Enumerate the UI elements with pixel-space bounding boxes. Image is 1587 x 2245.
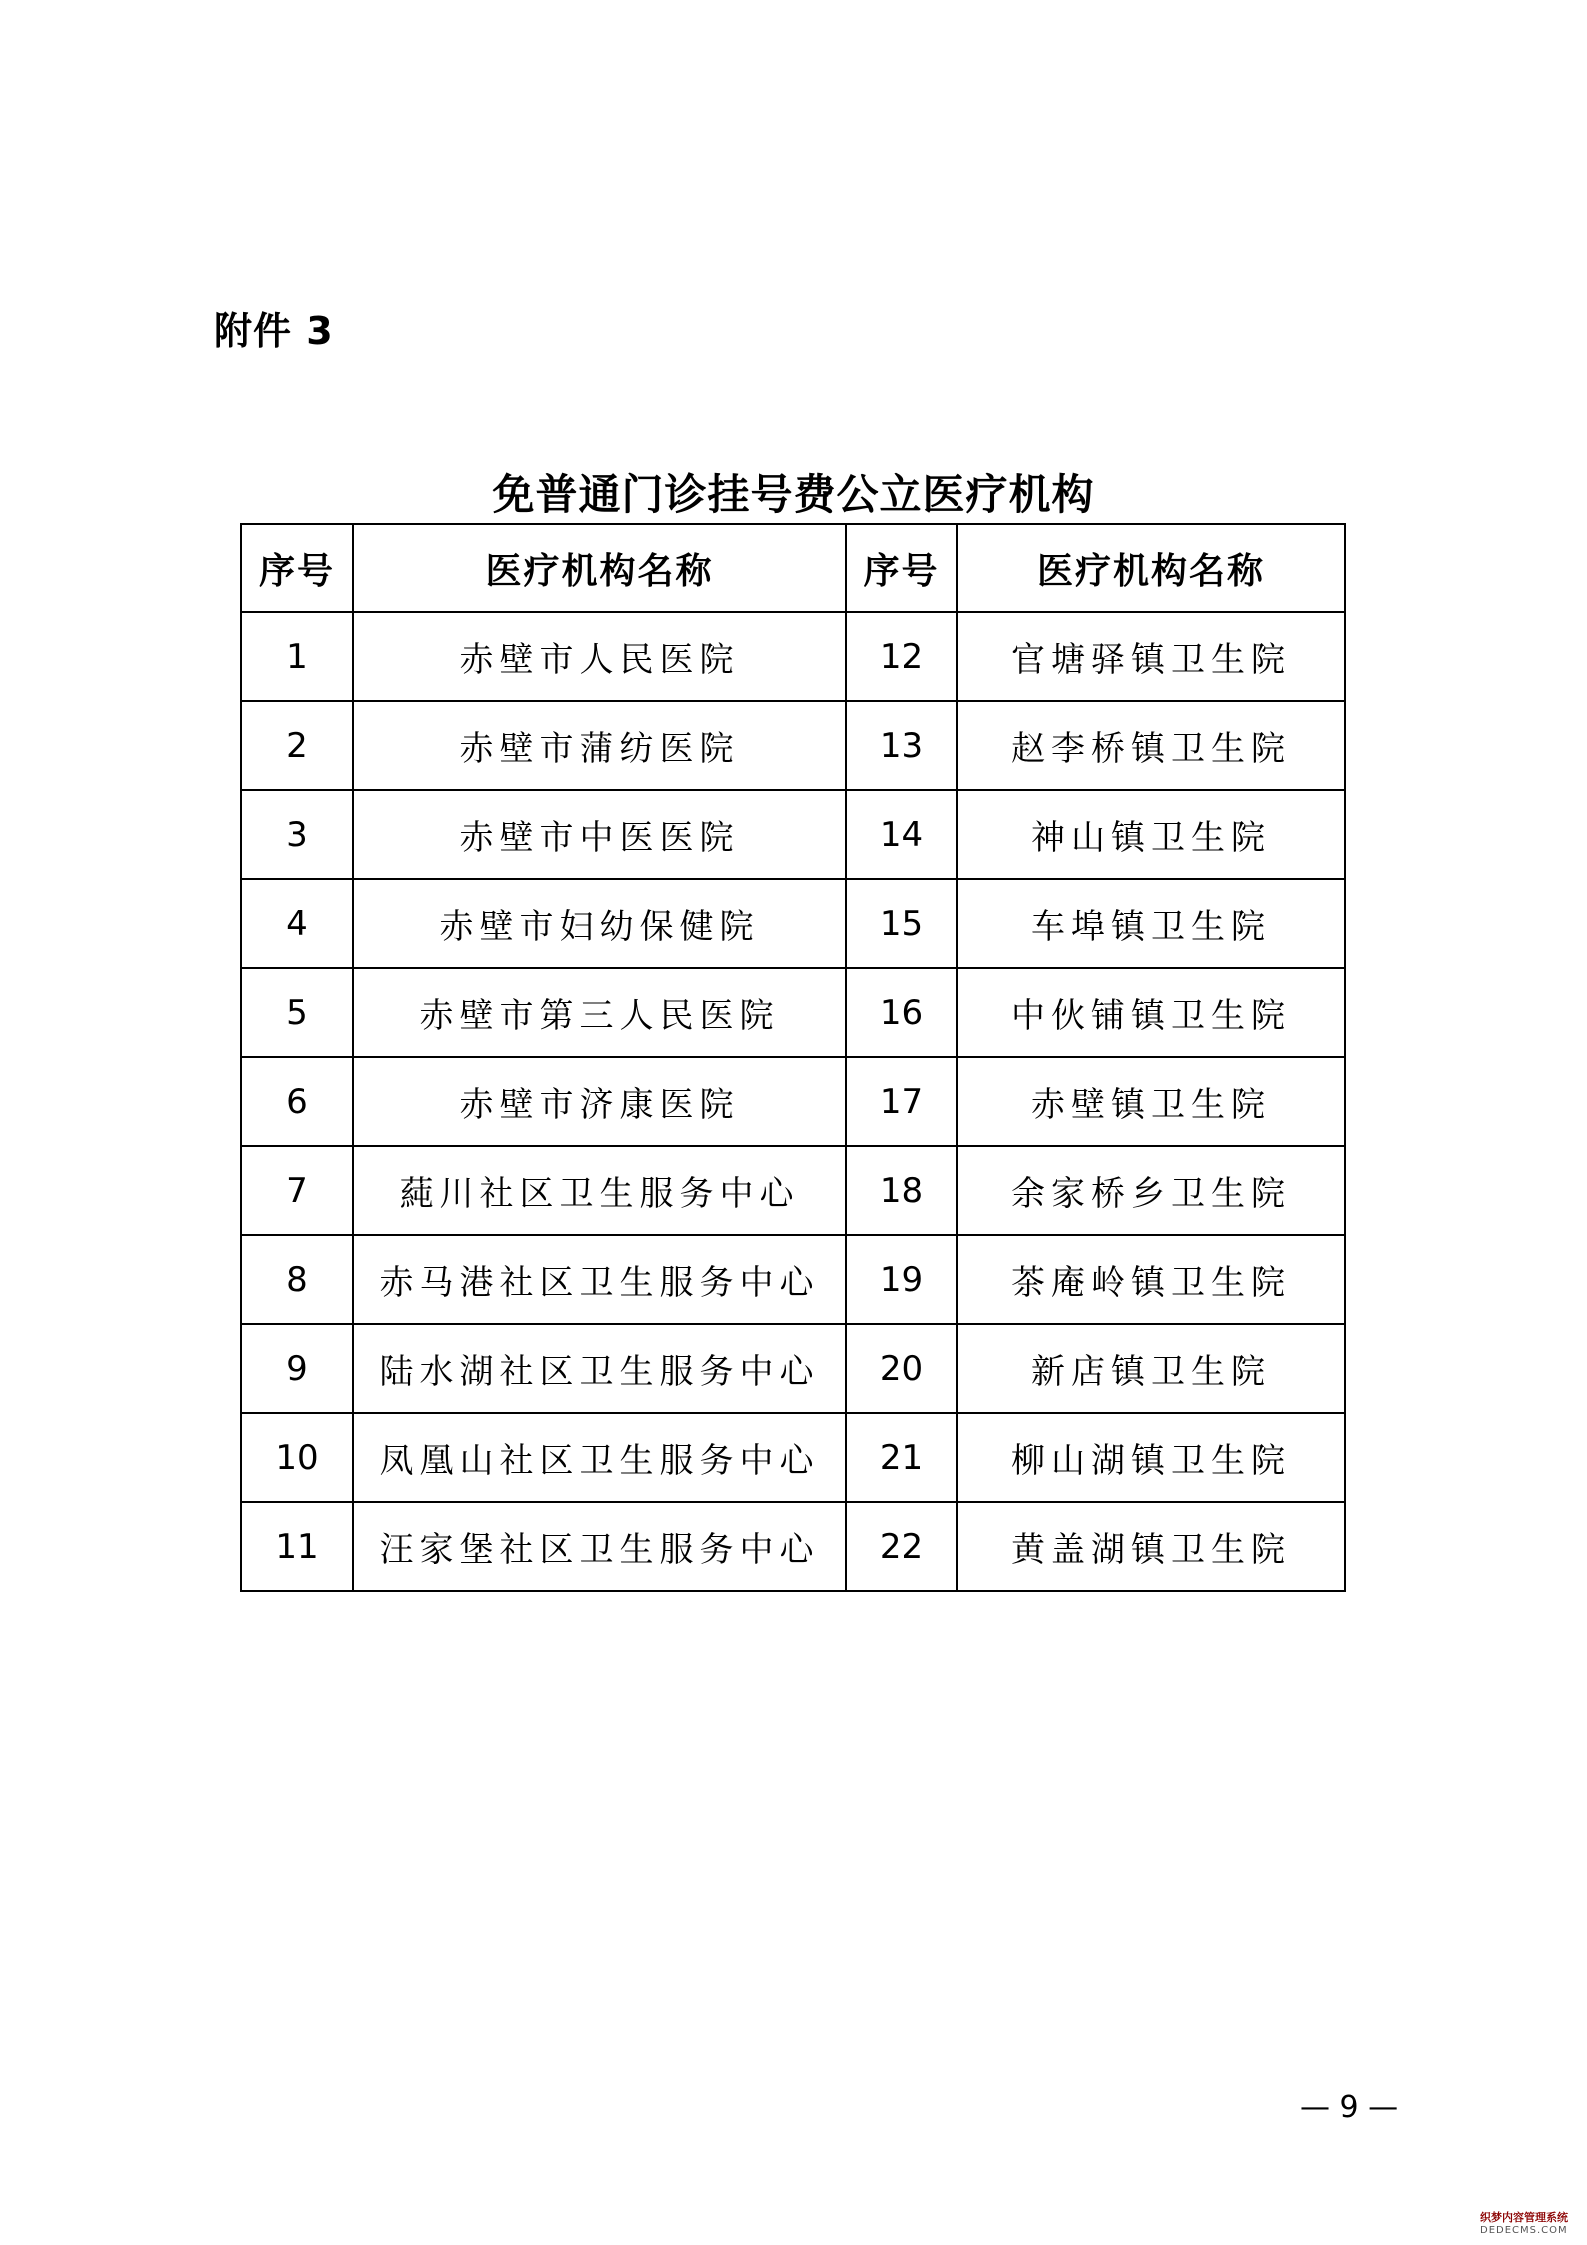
serial-left: 3 [241, 790, 353, 879]
serial-right: 21 [846, 1413, 957, 1502]
serial-left: 2 [241, 701, 353, 790]
institution-name-left: 凤凰山社区卫生服务中心 [353, 1413, 846, 1502]
institution-name-left: 赤壁市蒲纺医院 [353, 701, 846, 790]
institution-name-left: 汪家堡社区卫生服务中心 [353, 1502, 846, 1591]
table-row [241, 1413, 1345, 1502]
header-name-left: 医疗机构名称 [353, 524, 846, 612]
institution-name-right: 车埠镇卫生院 [957, 879, 1345, 968]
institution-name-right: 余家桥乡卫生院 [957, 1146, 1345, 1235]
institutions-table [240, 523, 1346, 1592]
serial-right: 12 [846, 612, 957, 701]
watermark-logo [1480, 2212, 1582, 2242]
serial-left: 6 [241, 1057, 353, 1146]
serial-right: 17 [846, 1057, 957, 1146]
institution-name-left: 赤壁市济康医院 [353, 1057, 846, 1146]
document-title: 免普通门诊挂号费公立医疗机构 [492, 470, 1095, 519]
institution-name-right: 赤壁镇卫生院 [957, 1057, 1345, 1146]
serial-left: 11 [241, 1502, 353, 1591]
institution-name-right: 柳山湖镇卫生院 [957, 1413, 1345, 1502]
header-serial-right: 序号 [846, 524, 957, 612]
serial-left: 4 [241, 879, 353, 968]
institution-name-right: 官塘驿镇卫生院 [957, 612, 1345, 701]
table-row [241, 790, 1345, 879]
institution-name-right: 茶庵岭镇卫生院 [957, 1235, 1345, 1324]
serial-left: 5 [241, 968, 353, 1057]
table-row [241, 968, 1345, 1057]
watermark-line2: DEDECMS.COM [1480, 2225, 1568, 2236]
table-row [241, 1057, 1345, 1146]
serial-right: 18 [846, 1146, 957, 1235]
serial-left: 8 [241, 1235, 353, 1324]
institution-name-left: 陆水湖社区卫生服务中心 [353, 1324, 846, 1413]
institution-name-left: 赤马港社区卫生服务中心 [353, 1235, 846, 1324]
table-row [241, 1324, 1345, 1413]
institution-name-left: 赤壁市人民医院 [353, 612, 846, 701]
table-row [241, 1235, 1345, 1324]
header-serial-left: 序号 [241, 524, 353, 612]
header-name-right: 医疗机构名称 [957, 524, 1345, 612]
serial-left: 1 [241, 612, 353, 701]
serial-right: 16 [846, 968, 957, 1057]
serial-right: 15 [846, 879, 957, 968]
serial-left: 7 [241, 1146, 353, 1235]
table-row [241, 1146, 1345, 1235]
institution-name-left: 赤壁市妇幼保健院 [353, 879, 846, 968]
institution-name-right: 黄盖湖镇卫生院 [957, 1502, 1345, 1591]
table-row [241, 1502, 1345, 1591]
institution-name-right: 赵李桥镇卫生院 [957, 701, 1345, 790]
page-number: — 9 — [1300, 2090, 1399, 2125]
institution-name-left: 赤壁市中医医院 [353, 790, 846, 879]
watermark-line1: 织梦内容管理系统 [1480, 2211, 1568, 2224]
serial-left: 9 [241, 1324, 353, 1413]
table-row [241, 701, 1345, 790]
institution-name-left: 赤壁市第三人民医院 [353, 968, 846, 1057]
attachment-label: 附件 3 [214, 309, 334, 353]
serial-right: 14 [846, 790, 957, 879]
table-row [241, 879, 1345, 968]
institution-name-right: 神山镇卫生院 [957, 790, 1345, 879]
table-row [241, 612, 1345, 701]
serial-right: 13 [846, 701, 957, 790]
institution-name-right: 新店镇卫生院 [957, 1324, 1345, 1413]
serial-right: 19 [846, 1235, 957, 1324]
institution-name-right: 中伙铺镇卫生院 [957, 968, 1345, 1057]
table-header-row [241, 524, 1345, 612]
institution-name-left: 蒓川社区卫生服务中心 [353, 1146, 846, 1235]
serial-right: 22 [846, 1502, 957, 1591]
serial-right: 20 [846, 1324, 957, 1413]
serial-left: 10 [241, 1413, 353, 1502]
